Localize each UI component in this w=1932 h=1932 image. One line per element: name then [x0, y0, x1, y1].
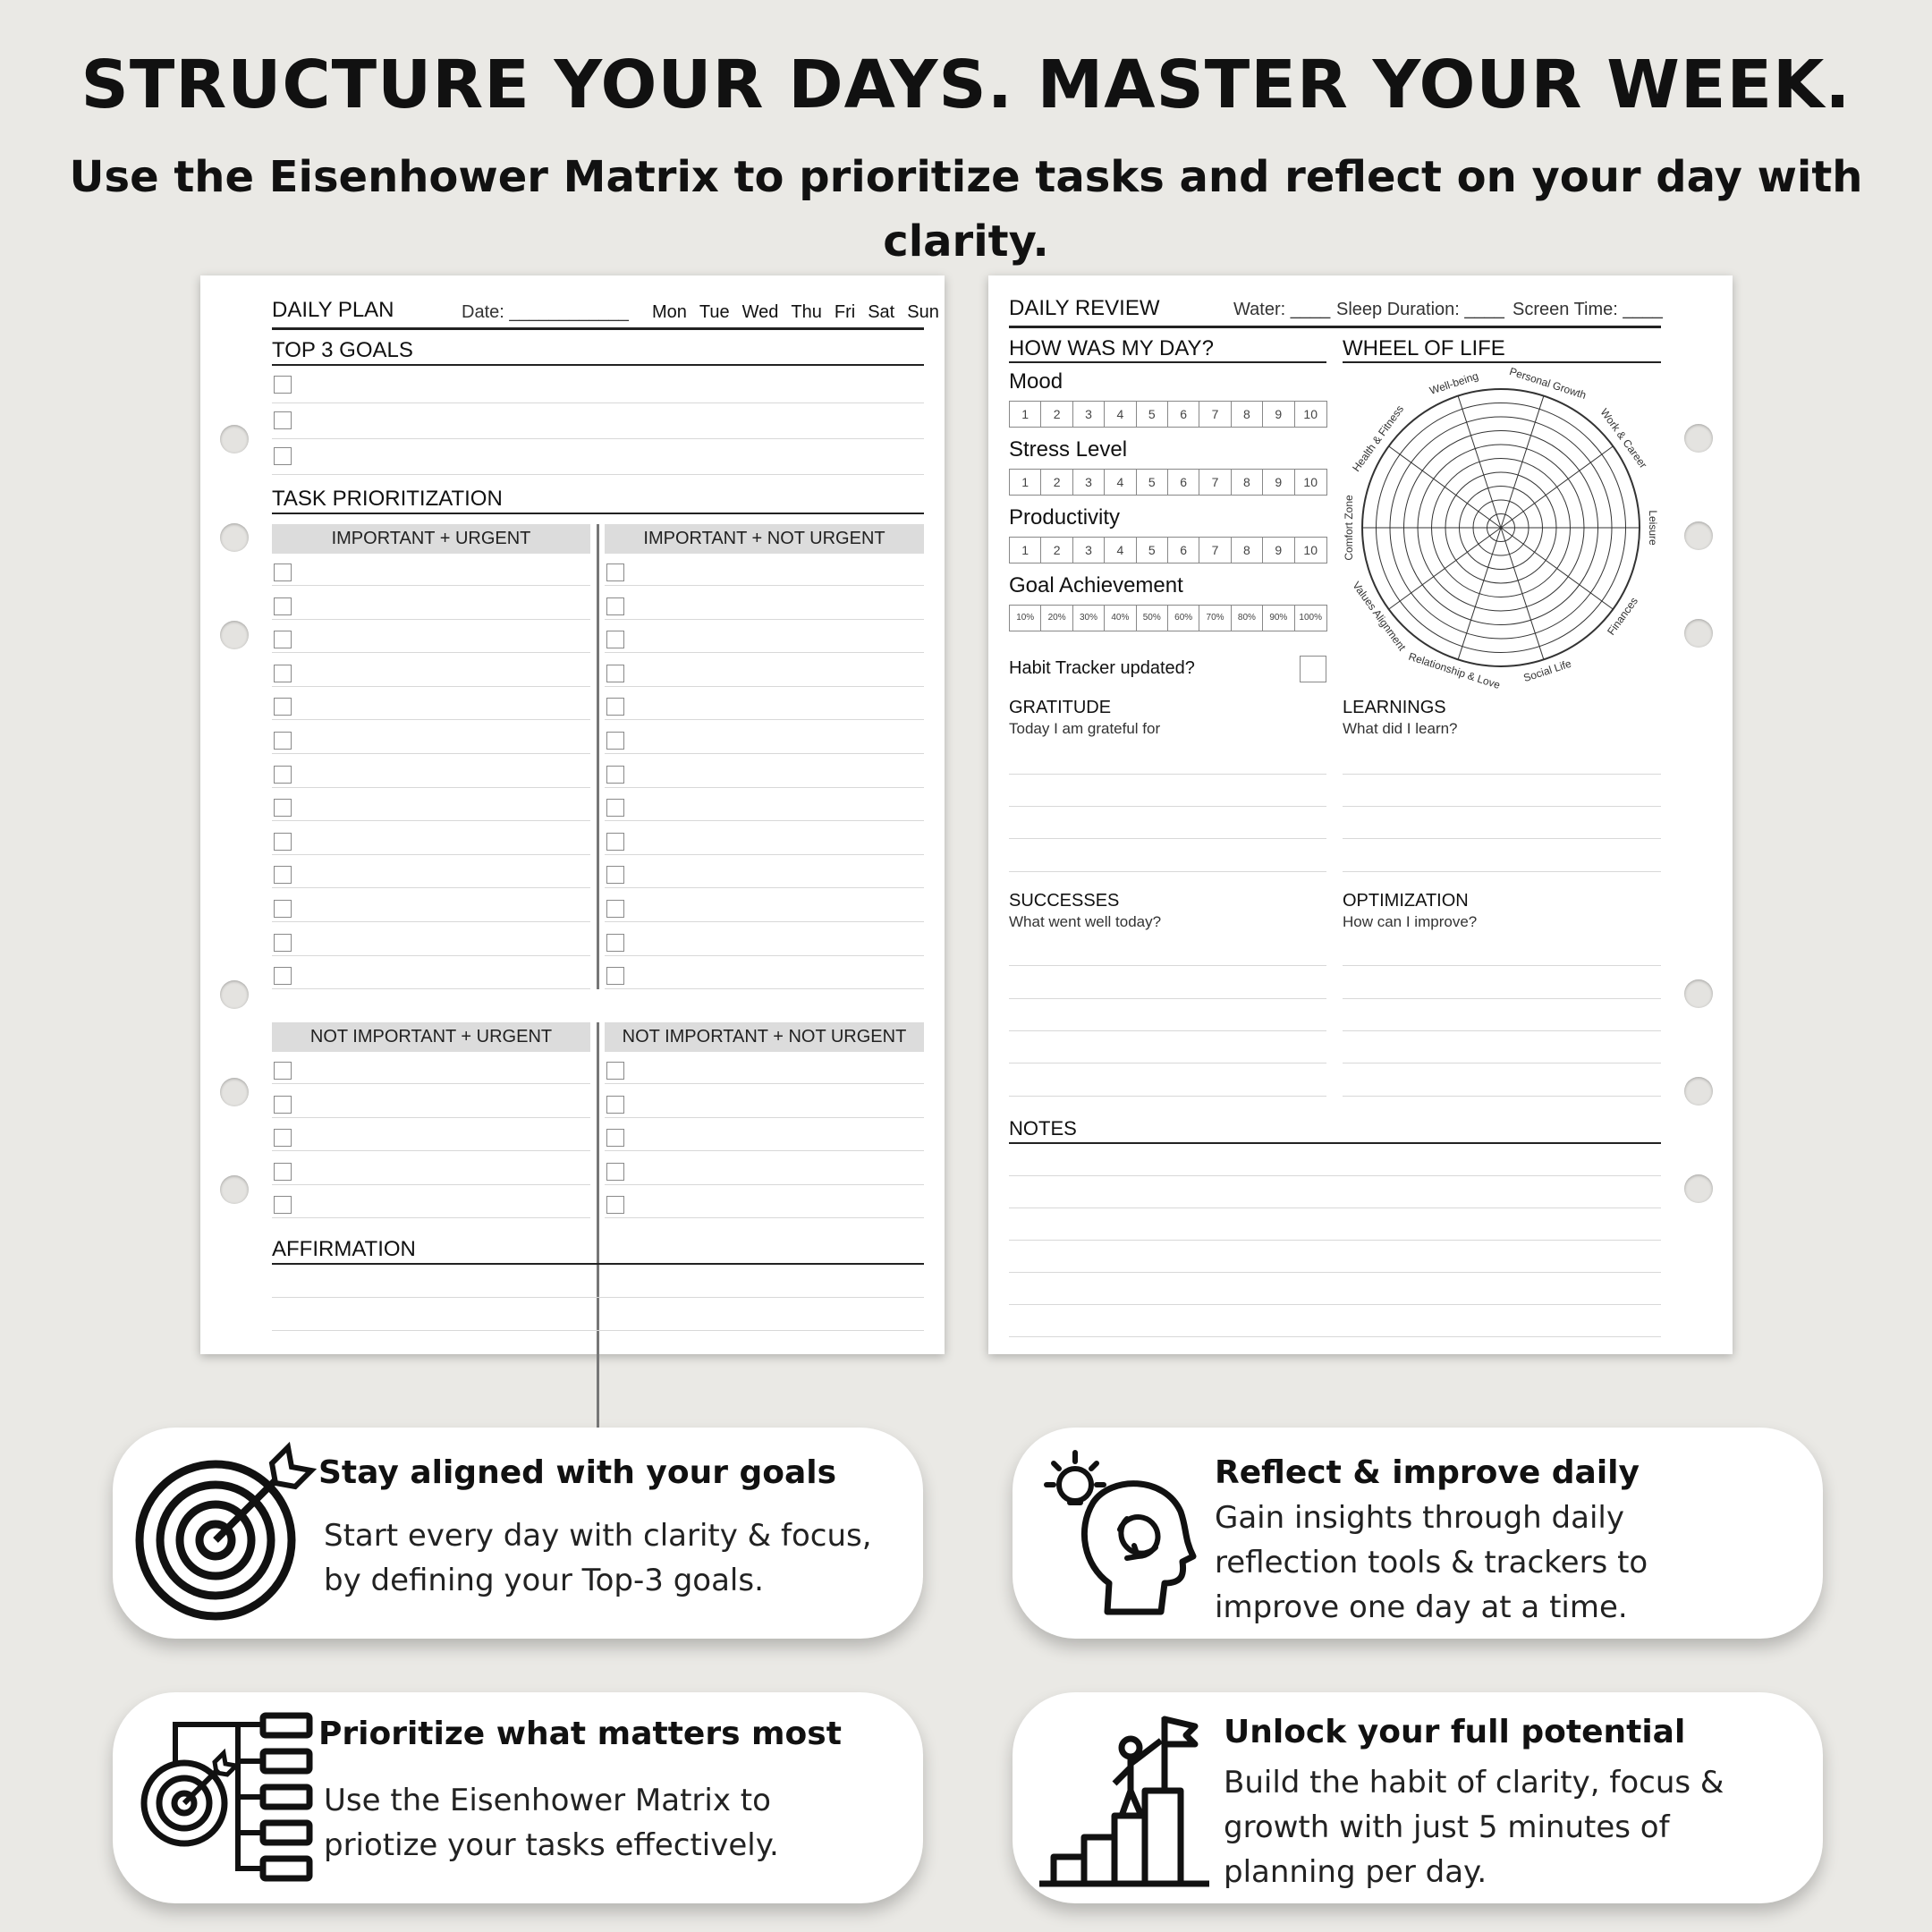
writing-line	[1009, 838, 1326, 839]
mood-scale-cell[interactable]: 8	[1232, 402, 1263, 427]
feature-potential-line: planning per day.	[1224, 1854, 1487, 1890]
writing-line	[272, 1217, 590, 1218]
wheel-of-life-title: WHEEL OF LIFE	[1343, 336, 1505, 360]
writing-line	[272, 402, 924, 403]
mood-scale-cell[interactable]: 9	[1263, 402, 1294, 427]
feature-prioritize-title: Prioritize what matters most	[318, 1716, 842, 1752]
weekday: Tue	[699, 302, 730, 322]
weekday-row	[652, 302, 939, 323]
feature-potential-line: growth with just 5 minutes of	[1224, 1809, 1670, 1845]
how-was-my-day-title: HOW WAS MY DAY?	[1009, 336, 1214, 360]
task-checkbox[interactable]	[606, 900, 624, 918]
daily-review-page	[988, 275, 1733, 1354]
optimization-prompt: How can I improve?	[1343, 913, 1478, 930]
task-checkbox[interactable]	[274, 900, 292, 918]
daily-plan-title: DAILY PLAN	[272, 298, 394, 322]
task-checkbox[interactable]	[606, 665, 624, 682]
writing-line	[272, 1184, 590, 1185]
wheel-spoke	[1389, 446, 1501, 528]
quadrant-not-important-not-urgent: NOT IMPORTANT + NOT URGENT	[605, 1022, 924, 1052]
writing-line	[272, 1083, 590, 1084]
gratitude-title: GRATITUDE	[1009, 698, 1112, 717]
wheel-category-label: Values Alignment	[1350, 579, 1409, 654]
writing-line	[605, 887, 924, 888]
task-checkbox[interactable]	[274, 564, 292, 581]
task-checkbox[interactable]	[274, 766, 292, 784]
section-rule	[1009, 1142, 1661, 1144]
climber-flag-icon	[1030, 1705, 1218, 1893]
feature-goals-line: by defining your Top-3 goals.	[324, 1563, 764, 1598]
stress-scale-cell[interactable]: 7	[1199, 470, 1231, 495]
goal-scale-cell[interactable]: 20%	[1041, 606, 1072, 631]
section-rule	[1009, 361, 1326, 363]
task-checkbox[interactable]	[274, 631, 292, 648]
mood-scale	[1009, 401, 1327, 428]
goal-scale-cell[interactable]: 90%	[1263, 606, 1294, 631]
productivity-scale-cell[interactable]: 2	[1041, 538, 1072, 563]
goal-achievement-scale	[1009, 605, 1327, 631]
weekday: Mon	[652, 302, 687, 322]
stress-scale-cell[interactable]: 10	[1303, 475, 1318, 489]
stress-scale-cell[interactable]: 6	[1168, 470, 1199, 495]
writing-line	[1009, 1240, 1661, 1241]
writing-line	[1343, 998, 1661, 999]
writing-line	[605, 619, 924, 620]
writing-line	[272, 719, 590, 720]
binder-hole	[1684, 1174, 1713, 1203]
writing-line	[605, 988, 924, 989]
mood-label: Mood	[1009, 369, 1063, 394]
feature-potential-body	[1224, 1760, 1724, 1894]
section-rule	[272, 1263, 924, 1265]
task-checkbox[interactable]	[274, 967, 292, 985]
writing-line	[272, 753, 590, 754]
task-checkbox[interactable]	[606, 766, 624, 784]
writing-line	[1343, 774, 1661, 775]
writing-line	[1009, 871, 1326, 872]
wheel-of-life-chart	[1343, 365, 1663, 692]
writing-line	[1009, 1030, 1326, 1031]
water-field: Water: ____	[1233, 300, 1331, 319]
feature-goals-line: Start every day with clarity & focus,	[324, 1518, 872, 1554]
binder-hole	[1684, 521, 1713, 550]
writing-line	[605, 719, 924, 720]
wheel-category-label: Social Life	[1521, 657, 1573, 685]
mood-scale-cell[interactable]: 5	[1137, 402, 1168, 427]
weekday: Sat	[868, 302, 895, 322]
productivity-scale-cell[interactable]: 8	[1232, 538, 1263, 563]
stress-level-scale	[1009, 469, 1327, 496]
habit-tracker-label: Habit Tracker updated?	[1009, 658, 1195, 678]
productivity-scale-cell[interactable]: 6	[1168, 538, 1199, 563]
writing-line	[1009, 1096, 1326, 1097]
feature-card-prioritize	[113, 1692, 923, 1903]
mood-scale-cell[interactable]: 3	[1073, 402, 1105, 427]
weekday: Sun	[907, 302, 939, 322]
target-checklist-icon	[131, 1705, 318, 1893]
writing-line	[272, 438, 924, 439]
successes-title: SUCCESSES	[1009, 891, 1120, 911]
stress-level-label: Stress Level	[1009, 437, 1128, 462]
date-field: Date: ____________	[462, 302, 629, 322]
writing-line	[272, 787, 590, 788]
binder-hole	[220, 980, 249, 1009]
feature-reflect-title: Reflect & improve daily	[1215, 1454, 1640, 1491]
task-checkbox[interactable]	[606, 1163, 624, 1181]
wheel-spoke	[1389, 528, 1501, 609]
productivity-scale-cell[interactable]: 10	[1303, 543, 1318, 557]
sleep-duration-field: Sleep Duration: ____	[1336, 300, 1504, 319]
task-checkbox[interactable]	[274, 1096, 292, 1114]
binder-hole	[220, 1078, 249, 1106]
writing-line	[272, 854, 590, 855]
binder-hole	[1684, 424, 1713, 453]
screen-time-field: Screen Time: ____	[1513, 300, 1663, 319]
task-checkbox[interactable]	[274, 1129, 292, 1147]
goal-checkbox[interactable]	[274, 447, 292, 465]
binder-hole	[1684, 619, 1713, 648]
section-rule	[272, 364, 924, 366]
feature-card-reflect	[1013, 1428, 1823, 1639]
headline: STRUCTURE YOUR DAYS. MASTER YOUR WEEK.	[80, 47, 1852, 123]
wheel-spoke	[1501, 528, 1613, 609]
writing-line	[1009, 998, 1326, 999]
wheel-category-label: Well-being	[1428, 369, 1480, 397]
task-checkbox[interactable]	[606, 866, 624, 884]
writing-line	[605, 1117, 924, 1118]
writing-line	[1343, 1030, 1661, 1031]
feature-goals-title: Stay aligned with your goals	[318, 1454, 837, 1491]
writing-line	[1343, 838, 1661, 839]
writing-line	[605, 787, 924, 788]
task-checkbox[interactable]	[606, 934, 624, 952]
writing-line	[1009, 774, 1326, 775]
quadrant-important-urgent: IMPORTANT + URGENT	[272, 524, 590, 554]
writing-line	[605, 854, 924, 855]
writing-line	[272, 474, 924, 475]
learnings-prompt: What did I learn?	[1343, 720, 1458, 737]
writing-line	[605, 585, 924, 586]
feature-prioritize-body	[324, 1778, 779, 1868]
header-rule	[1009, 326, 1661, 328]
productivity-scale-cell[interactable]: 4	[1105, 538, 1136, 563]
writing-line	[605, 652, 924, 653]
wheel-category-label: Leisure	[1646, 510, 1659, 546]
writing-line	[1009, 965, 1326, 966]
writing-line	[272, 820, 590, 821]
stress-scale-cell[interactable]: 9	[1263, 470, 1294, 495]
writing-line	[272, 955, 590, 956]
writing-line	[605, 1150, 924, 1151]
productivity-scale	[1009, 537, 1327, 564]
binder-hole	[220, 523, 249, 552]
stress-scale-cell[interactable]: 2	[1041, 470, 1072, 495]
header-rule	[272, 327, 924, 330]
writing-line	[272, 1117, 590, 1118]
writing-line	[272, 1297, 924, 1298]
feature-reflect-line: improve one day at a time.	[1215, 1589, 1628, 1625]
daily-plan-page	[200, 275, 945, 1354]
writing-line	[1343, 871, 1661, 872]
mood-scale-cell[interactable]: 4	[1105, 402, 1136, 427]
feature-reflect-line: Gain insights through daily	[1215, 1500, 1624, 1536]
feature-reflect-line: reflection tools & trackers to	[1215, 1545, 1648, 1580]
task-checkbox[interactable]	[274, 833, 292, 851]
mood-scale-cell[interactable]: 7	[1199, 402, 1231, 427]
affirmation-title: AFFIRMATION	[272, 1237, 416, 1261]
writing-line	[272, 652, 590, 653]
productivity-label: Productivity	[1009, 505, 1121, 530]
task-checkbox[interactable]	[274, 866, 292, 884]
optimization-title: OPTIMIZATION	[1343, 891, 1469, 911]
mood-scale-cell[interactable]: 10	[1303, 407, 1318, 421]
task-checkbox[interactable]	[606, 631, 624, 648]
stress-scale-cell[interactable]: 1	[1010, 470, 1041, 495]
habit-tracker-checkbox[interactable]	[1300, 656, 1326, 682]
successes-prompt: What went well today?	[1009, 913, 1162, 930]
wheel-spoke	[1501, 446, 1613, 528]
writing-line	[1343, 965, 1661, 966]
goal-achievement-label: Goal Achievement	[1009, 573, 1183, 597]
productivity-scale-cell[interactable]: 7	[1199, 538, 1231, 563]
wheel-category-label: Finances	[1605, 595, 1641, 638]
mood-scale-cell[interactable]: 6	[1168, 402, 1199, 427]
task-checkbox[interactable]	[274, 732, 292, 750]
target-arrow-icon	[131, 1440, 318, 1628]
feature-reflect-body	[1215, 1496, 1648, 1630]
task-checkbox[interactable]	[274, 597, 292, 615]
writing-line	[1009, 1272, 1661, 1273]
writing-line	[1009, 1304, 1661, 1305]
feature-goals-body	[324, 1513, 872, 1603]
quadrant-not-important-urgent: NOT IMPORTANT + URGENT	[272, 1022, 590, 1052]
task-checkbox[interactable]	[606, 1196, 624, 1214]
writing-line	[272, 988, 590, 989]
wheel-category-label: Work & Career	[1597, 406, 1650, 471]
feature-card-goals	[113, 1428, 923, 1639]
task-checkbox[interactable]	[606, 1096, 624, 1114]
stress-scale-cell[interactable]: 3	[1073, 470, 1105, 495]
quadrant-important-not-urgent: IMPORTANT + NOT URGENT	[605, 524, 924, 554]
writing-line	[605, 820, 924, 821]
task-checkbox[interactable]	[606, 732, 624, 750]
gratitude-prompt: Today I am grateful for	[1009, 720, 1161, 737]
task-checkbox[interactable]	[606, 967, 624, 985]
feature-card-potential	[1013, 1692, 1823, 1903]
wheel-category-label: Comfort Zone	[1343, 495, 1356, 561]
writing-line	[605, 1184, 924, 1185]
writing-line	[272, 585, 590, 586]
writing-line	[1343, 1096, 1661, 1097]
feature-prioritize-line: priotize your tasks effectively.	[324, 1827, 779, 1863]
writing-line	[605, 1083, 924, 1084]
feature-potential-line: Build the habit of clarity, focus &	[1224, 1765, 1724, 1801]
task-checkbox[interactable]	[606, 833, 624, 851]
task-checkbox[interactable]	[606, 564, 624, 581]
weekday: Fri	[834, 302, 856, 322]
daily-review-title: DAILY REVIEW	[1009, 296, 1160, 320]
wheel-category-label: Relationship & Love	[1407, 649, 1502, 692]
wheel-category-label: Personal Growth	[1507, 365, 1589, 402]
goal-scale-cell[interactable]: 100%	[1299, 613, 1322, 623]
notes-title: NOTES	[1009, 1117, 1077, 1140]
task-checkbox[interactable]	[606, 1062, 624, 1080]
stress-scale-cell[interactable]: 5	[1137, 470, 1168, 495]
subheadline: Use the Eisenhower Matrix to prioritize tasks and reflect on your day with clarity.	[69, 152, 1863, 267]
task-checkbox[interactable]	[274, 1062, 292, 1080]
task-prioritization-title: TASK PRIORITIZATION	[272, 487, 503, 511]
writing-line	[272, 921, 590, 922]
writing-line	[272, 619, 590, 620]
task-checkbox[interactable]	[274, 1196, 292, 1214]
head-lightbulb-icon	[1030, 1440, 1218, 1628]
task-checkbox[interactable]	[606, 1129, 624, 1147]
task-checkbox[interactable]	[606, 597, 624, 615]
task-checkbox[interactable]	[274, 934, 292, 952]
feature-prioritize-line: Use the Eisenhower Matrix to	[324, 1783, 771, 1818]
writing-line	[605, 955, 924, 956]
wheel-category-label: Health & Fitness	[1350, 402, 1407, 474]
writing-line	[605, 686, 924, 687]
task-checkbox[interactable]	[274, 665, 292, 682]
binder-hole	[220, 621, 249, 649]
quadrant-divider	[597, 524, 599, 989]
writing-line	[272, 686, 590, 687]
writing-line	[1009, 806, 1326, 807]
goal-checkbox[interactable]	[274, 411, 292, 429]
binder-hole	[1684, 1077, 1713, 1106]
learnings-title: LEARNINGS	[1343, 698, 1446, 717]
goal-scale-cell[interactable]: 80%	[1232, 606, 1263, 631]
stress-scale-cell[interactable]: 8	[1232, 470, 1263, 495]
writing-line	[605, 1217, 924, 1218]
feature-potential-title: Unlock your full potential	[1224, 1714, 1686, 1750]
goal-scale-cell[interactable]: 40%	[1105, 606, 1136, 631]
goal-scale-cell[interactable]: 50%	[1137, 606, 1168, 631]
goal-scale-cell[interactable]: 10%	[1010, 606, 1041, 631]
task-checkbox[interactable]	[606, 698, 624, 716]
mood-scale-cell[interactable]: 1	[1010, 402, 1041, 427]
mood-scale-cell[interactable]: 2	[1041, 402, 1072, 427]
writing-line	[1343, 806, 1661, 807]
writing-line	[272, 887, 590, 888]
goal-scale-cell[interactable]: 30%	[1073, 606, 1105, 631]
goal-scale-cell[interactable]: 70%	[1199, 606, 1231, 631]
productivity-scale-cell[interactable]: 5	[1137, 538, 1168, 563]
task-checkbox[interactable]	[274, 1163, 292, 1181]
weekday: Wed	[741, 302, 779, 322]
writing-line	[272, 1330, 924, 1331]
stress-scale-cell[interactable]: 4	[1105, 470, 1136, 495]
binder-hole	[220, 1175, 249, 1204]
task-checkbox[interactable]	[274, 799, 292, 817]
writing-line	[605, 753, 924, 754]
task-checkbox[interactable]	[274, 698, 292, 716]
writing-line	[1009, 1336, 1661, 1337]
goal-checkbox[interactable]	[274, 376, 292, 394]
binder-hole	[220, 425, 249, 453]
binder-hole	[1684, 979, 1713, 1008]
section-rule	[272, 513, 924, 514]
weekday: Thu	[791, 302, 822, 322]
writing-line	[1009, 1175, 1661, 1176]
task-checkbox[interactable]	[606, 799, 624, 817]
top-goals-title: TOP 3 GOALS	[272, 338, 413, 362]
writing-line	[605, 921, 924, 922]
section-rule	[1343, 361, 1661, 363]
productivity-scale-cell[interactable]: 9	[1263, 538, 1294, 563]
productivity-scale-cell[interactable]: 1	[1010, 538, 1041, 563]
writing-line	[272, 1150, 590, 1151]
productivity-scale-cell[interactable]: 3	[1073, 538, 1105, 563]
goal-scale-cell[interactable]: 60%	[1168, 606, 1199, 631]
